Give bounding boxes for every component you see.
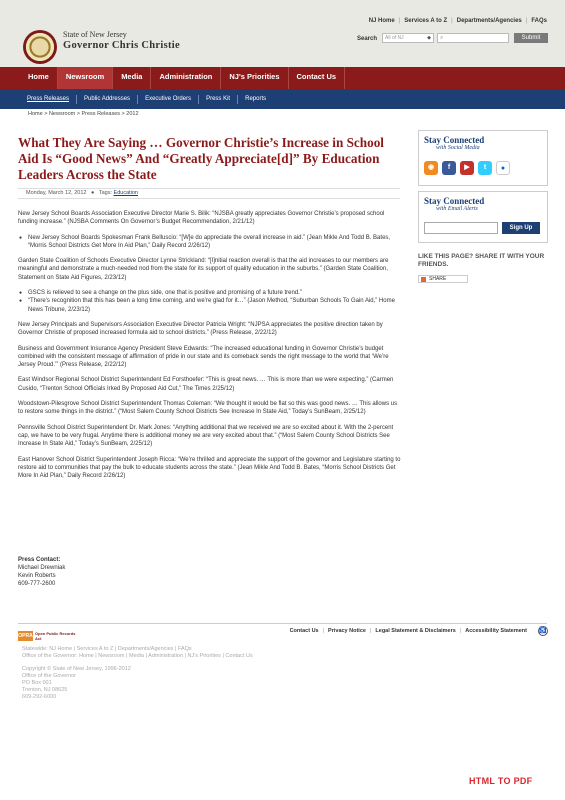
nav-home[interactable]: Home — [20, 67, 58, 89]
facebook-icon[interactable]: f — [442, 161, 456, 175]
subnav-press-kit[interactable]: Press Kit — [199, 95, 238, 104]
footer-links: Contact Us | Privacy Notice | Legal Statement & Disclaimers | Accessibility Statement — [289, 628, 527, 634]
copyright: Copyright © State of New Jersey, 1996-2012 — [22, 666, 131, 672]
top-link-faqs[interactable]: FAQs — [531, 18, 547, 24]
address-line: Trenton, NJ 08625 — [22, 687, 68, 693]
list-item: ● “There’s recognition that this has been a long time coming, and we’re glad for it…” (Jason Method, “Suburban Schools To Gain Aid,” Home News Tribune, 2/23/12) — [18, 297, 402, 314]
twitter-icon[interactable]: t — [478, 161, 492, 175]
youtube-icon[interactable]: ▶ — [460, 161, 474, 175]
search-input[interactable] — [437, 33, 509, 43]
paragraph: New Jersey Principals and Supervisors Association Executive Director Patricia Wright: “NJPSA appreciates the positive direction taken by Governor Christie of proposed increased formula aid to school districts.” (Press Release, 2/22/12) — [18, 321, 383, 337]
paragraph: Garden State Coalition of Schools Executive Director Lynne Strickland: “[I]nitial reaction overall is that the aid increases to our members are meaningful and demonstrate a much-needed nod from the state for its support of quality education in the suburbs.” (Garden State Coalition, Statement on State Aid Figures, 2/23/12) — [18, 258, 389, 281]
paragraph: East Windsor Regional School District Superintendent Ed Forsthoefer: “This is great news. … This is more than we were expecting.” (Carmen Cusido, “Trenton School Officials Irked By Proposed Aid Cut,” The Times 2/25/12) — [18, 377, 394, 392]
opra-text: Open Public Records Act — [35, 630, 76, 641]
top-link-nj-home[interactable]: NJ Home — [368, 18, 395, 24]
social-icons — [424, 161, 542, 175]
footer-statewide-links[interactable]: Statewide: NJ Home | Services A to Z | Departments/Agencies | FAQs — [22, 646, 192, 652]
tags-label: Tags: — [98, 190, 112, 196]
address-phone: 609-292-6000 — [22, 694, 57, 700]
top-links: NJ Home | Services A to Z | Departments/Agencies | FAQs — [368, 18, 547, 24]
article-date: Monday, March 12, 2012 — [26, 190, 87, 196]
address-line: PO Box 001 — [22, 680, 52, 686]
paragraph: New Jersey School Boards Association Executive Director Marie S. Bilik: “NJSBA greatly appreciates Governor Christie’s proposed school funding increase.” (NJSBA Comments On Governor’s Budget Recommendation, 2/21/12) — [18, 211, 385, 226]
page-title: What They Are Saying … Governor Christie’s Increase in School Aid Is “Good News” And “Greatly Appreciate[d]” By Education Leaders Across the State — [18, 135, 384, 182]
subnav-executive-orders[interactable]: Executive Orders — [138, 95, 199, 104]
bullet-list — [18, 234, 402, 251]
article-body — [18, 210, 402, 487]
press-contact — [18, 556, 65, 588]
footer-link-contact[interactable]: Contact Us — [289, 628, 319, 634]
search-icon: ⌕ — [440, 35, 444, 41]
email-signup-row — [424, 222, 542, 234]
opra-badge: OPRA — [18, 632, 33, 639]
social-media-box — [418, 130, 548, 186]
main-nav — [0, 67, 565, 89]
social-subtitle: with Social Media — [436, 145, 480, 151]
list-item: ● GSCS is relieved to see a change on the plus side, one that is positive and promising of a future trend.” — [18, 289, 402, 297]
nav-media[interactable]: Media — [113, 67, 151, 89]
address-line: Office of the Governor — [22, 673, 77, 679]
tag-link[interactable]: Education — [113, 190, 138, 196]
email-alerts-box — [418, 191, 548, 243]
bullet-list — [18, 289, 402, 314]
nav-priorities[interactable]: NJ's Priorities — [221, 67, 288, 89]
accessibility-icon[interactable]: ♿ — [539, 628, 547, 634]
search-label: Search — [357, 36, 378, 42]
share-prompt: LIKE THIS PAGE? SHARE IT WITH YOUR FRIENDS. — [418, 253, 545, 268]
sidebar — [418, 130, 548, 283]
share-icon — [421, 277, 426, 282]
sub-nav — [0, 89, 565, 109]
subnav-press-releases[interactable]: Press Releases — [20, 95, 77, 104]
search-submit-button[interactable]: Submit — [514, 33, 548, 43]
top-link-services[interactable]: Services A to Z — [404, 18, 448, 24]
email-title: Stay Connected — [424, 196, 485, 206]
email-subtitle: with Email Alerts — [436, 206, 478, 212]
paragraph: East Hanover School District Superintendent Joseph Ricca: “We’re thrilled and appreciate the support of the governor and Legislature starting to restore aid to communities that pay the bulk to educate students across the state.” (Jean Mikle And Todd B. Bates, “Morris School Districts Get More In Aid Plan,” Daily Record 2/26/12) — [18, 456, 401, 480]
contact-phone: 609-777-2600 — [18, 581, 56, 587]
share-label: SHARE — [429, 276, 447, 282]
sign-up-button[interactable]: Sign Up — [502, 222, 540, 234]
search-scope-value: All of NJ — [385, 35, 404, 41]
paragraph: Business and Government Insurance Agency President Steve Edwards: “The increased educational funding in Governor Christie’s budget combined with the consistent message of affirmation of pride in our state and its comeback sends the right message to the world that ‘We’re Jersey Proud.’” (Press Release, 2/22/12) — [18, 345, 389, 369]
paragraph: Pennsville School District Superintendent Dr. Mark Jones: “Anything additional that we received we are so excited about it. With the 2-percent cap, we have to be very frugal. Anytime there is additional money we are very excited about that.” (“Most Salem County School Districts See Increase In State Aid,” Today’s SunBeam, 2/25/12) — [18, 424, 394, 448]
footer-link-privacy[interactable]: Privacy Notice — [328, 628, 366, 634]
html-to-pdf-watermark: HTML TO PDF — [469, 776, 533, 786]
press-contact-label: Press Contact: — [18, 557, 61, 563]
share-button[interactable] — [418, 275, 468, 283]
search-scope-select[interactable] — [382, 33, 434, 43]
social-title: Stay Connected — [424, 135, 485, 145]
paragraph: Woodstown-Pilesgrove School District Superintendent Thomas Coleman: “We thought it would be flat so this was good news. … This allows us to restore some things in the district.” (“Most Salem County School Districts See Increase In State Aid,” Today’s SunBeam, 2/25/12) — [18, 401, 398, 416]
article-meta: Monday, March 12, 2012 ● Tags: Education — [18, 188, 400, 199]
logo-state-name[interactable]: State of New Jersey — [63, 30, 127, 39]
state-seal-icon[interactable] — [23, 30, 57, 64]
logo-governor-name[interactable]: Governor Chris Christie — [63, 40, 180, 51]
breadcrumb[interactable]: Home > Newsroom > Press Releases > 2012 — [28, 111, 139, 117]
nav-contact[interactable]: Contact Us — [289, 67, 346, 89]
footer-office-links[interactable]: Office of the Governor: Home | Newsroom | Media | Administration | NJ's Priorities | Contact Us — [22, 653, 253, 659]
flickr-icon[interactable]: ● — [496, 161, 510, 175]
contact-name: Michael Drewniak — [18, 565, 66, 571]
footer-link-legal[interactable]: Legal Statement & Disclaimers — [375, 628, 456, 634]
opra-logo[interactable] — [18, 628, 80, 643]
subnav-public-addresses[interactable]: Public Addresses — [77, 95, 138, 104]
subnav-reports[interactable]: Reports — [245, 95, 267, 102]
top-header — [0, 0, 565, 67]
chevron-updown-icon: ◆ — [427, 35, 431, 41]
email-field[interactable] — [424, 222, 498, 234]
footer-divider — [18, 623, 547, 624]
footer-text — [22, 646, 253, 707]
contact-name: Kevin Roberts — [18, 573, 56, 579]
rss-icon[interactable]: ◉ — [424, 161, 438, 175]
footer-link-accessibility[interactable]: Accessibility Statement — [465, 628, 527, 634]
nav-newsroom[interactable]: Newsroom — [58, 67, 113, 89]
list-item: ● New Jersey School Boards Spokesman Frank Belluscio: “[W]e do appreciate the overall increase in aid.” (Jean Mikle And Todd B. Bates, “Morris School Districts Get More In Aid Plan,” Daily Record 2/26/12) — [18, 234, 402, 251]
top-link-departments[interactable]: Departments/Agencies — [456, 18, 522, 24]
nav-administration[interactable]: Administration — [151, 67, 221, 89]
